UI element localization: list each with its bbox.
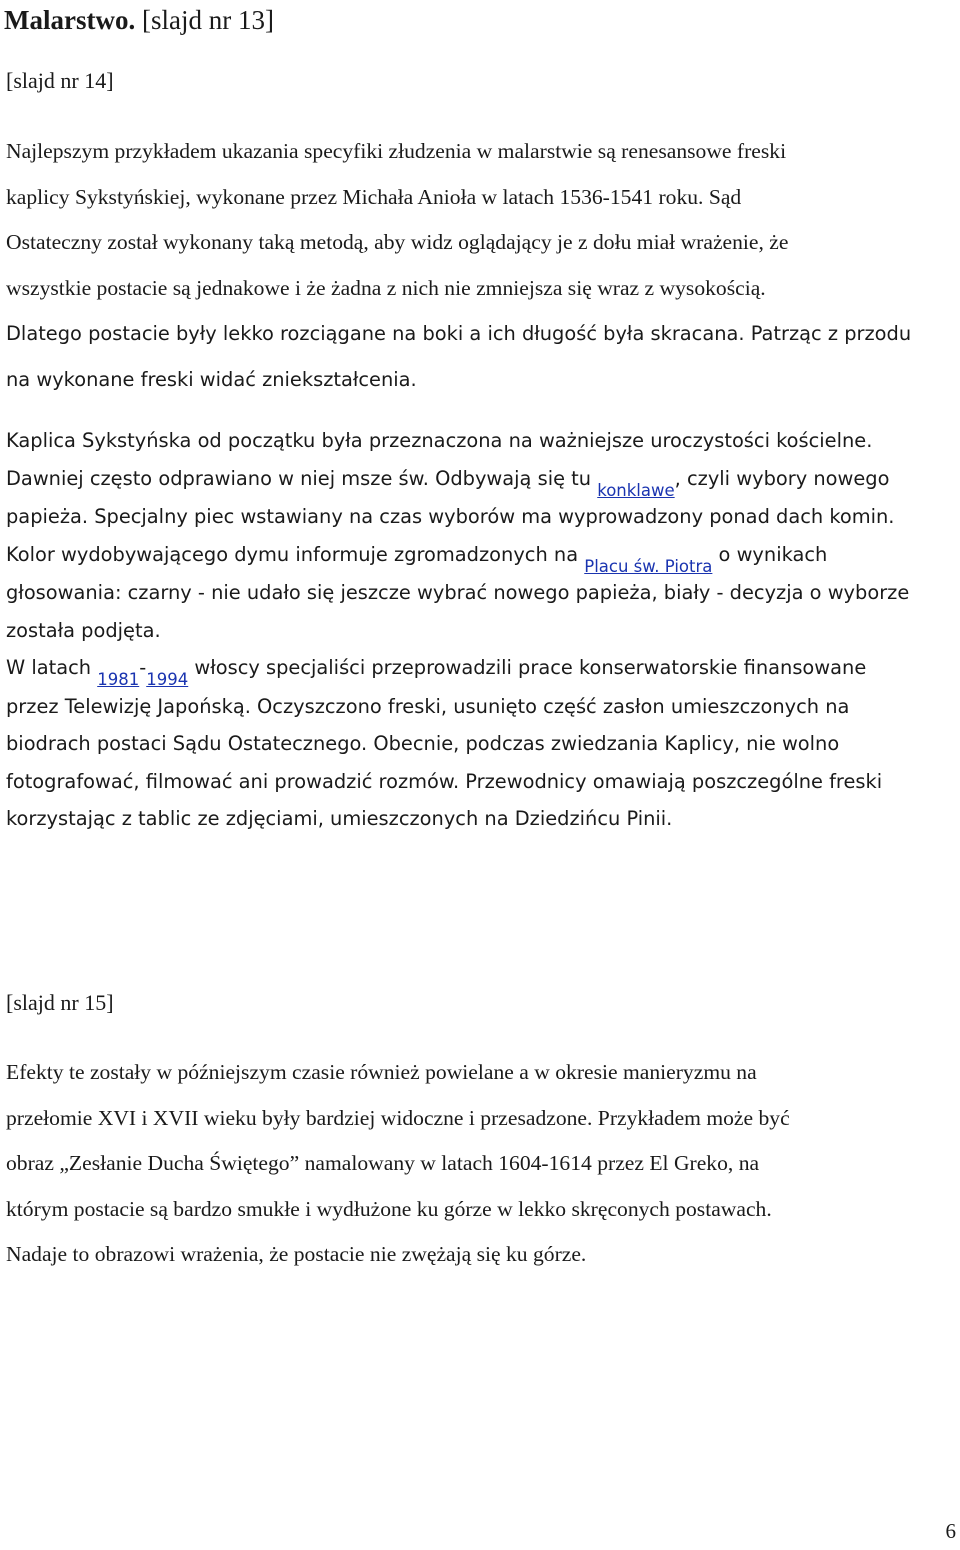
title-slide-ref: [slajd nr 13] [135,5,274,35]
text-line: przez Telewizję Japońską. Oczyszczono freski, usunięto część zasłon umieszczonych na [6,694,850,718]
link-placu-sw-piotra[interactable]: Placu św. Piotra [584,556,713,576]
link-1994[interactable]: 1994 [146,670,189,689]
text-line [6,649,956,688]
text-line: obraz „Zesłanie Ducha Świętego” namalowany w latach 1604-1614 przez El Greko, na [6,1151,760,1176]
slide-15-paragraph [6,1050,956,1278]
text-fragment: - [139,656,147,679]
slide-14-label: [slajd nr 14] [6,68,114,93]
text-line: którym postacie są bardzo smukłe i wydłużone ku górze w lekko skręconych postawach. [6,1196,772,1221]
slide-15-label: [slajd nr 15] [6,990,114,1015]
text-line: korzystając z tablic ze zdjęciami, umieszczonych na Dziedzińcu Pinii. [6,807,673,830]
text-line: Najlepszym przykładem ukazania specyfiki złudzenia w malarstwie są renesansowe freski [6,139,787,163]
text-fragment: Dawniej często odprawiano w niej msze św. Odbywają się tu [6,466,598,490]
text-fragment: W latach [6,656,98,679]
text-line: fotografować, filmować ani prowadzić rozmów. Przewodnicy omawiają poszczególne freski [6,769,883,793]
text-line: Nadaje to obrazowi wrażenia, że postacie nie zwężają się ku górze. [6,1242,587,1267]
text-fragment: o wynikach [712,542,828,566]
text-line: głosowania: czarny - nie udało się jeszcze wybrać nowego papieża, biały - decyzja o wyborze [6,581,910,604]
text-line: kaplicy Sykstyńskiej, wykonane przez Michała Anioła w latach 1536-1541 roku. Sąd [6,184,742,209]
text-line: na wykonane freski widać zniekształcenia. [6,367,417,391]
text-line: została podjęta. [6,618,161,642]
text-line [6,460,956,499]
slide-14-paragraph-2 [6,422,956,838]
text-line: przełomie XVI i XVII wieku były bardziej widoczne i przesadzone. Przykładem może być [6,1105,790,1130]
page-title [4,0,274,40]
text-line: papieża. Specjalny piec wstawiany na czas wyborów ma wyprowadzony ponad dach komin. [6,505,895,528]
text-fragment: włoscy specjaliści przeprowadzili prace konserwatorskie finansowane [188,656,867,679]
title-bold: Malarstwo. [4,5,136,35]
text-line: Efekty te zostały w późniejszym czasie również powielane a w okresie manieryzmu na [6,1060,757,1084]
text-line: Dlatego postacie były lekko rozciągane na boki a ich długość była skracana. Patrząc z przodu [6,322,912,346]
text-line [6,536,956,575]
link-konklawe[interactable]: konklawe [597,480,675,500]
text-fragment: , czyli wybory nowego [674,466,890,490]
text-line: Ostateczny został wykonany taką metodą, aby widz oglądający je z dołu miał wrażenie, że [6,230,789,255]
text-line: wszystkie postacie są jednakowe i że żadna z nich nie zmniejsza się wraz z wysokością. [6,275,766,300]
text-line: biodrach postaci Sądu Ostatecznego. Obecnie, podczas zwiedzania Kaplicy, nie wolno [6,732,840,755]
text-line: Kaplica Sykstyńska od początku była przeznaczona na ważniejsze uroczystości kościelne. [6,429,873,452]
page-number: 6 [945,1519,956,1543]
slide-14-paragraph-1 [6,129,956,403]
link-1981[interactable]: 1981 [97,670,140,689]
text-fragment: Kolor wydobywającego dymu informuje zgromadzonych na [6,542,585,566]
